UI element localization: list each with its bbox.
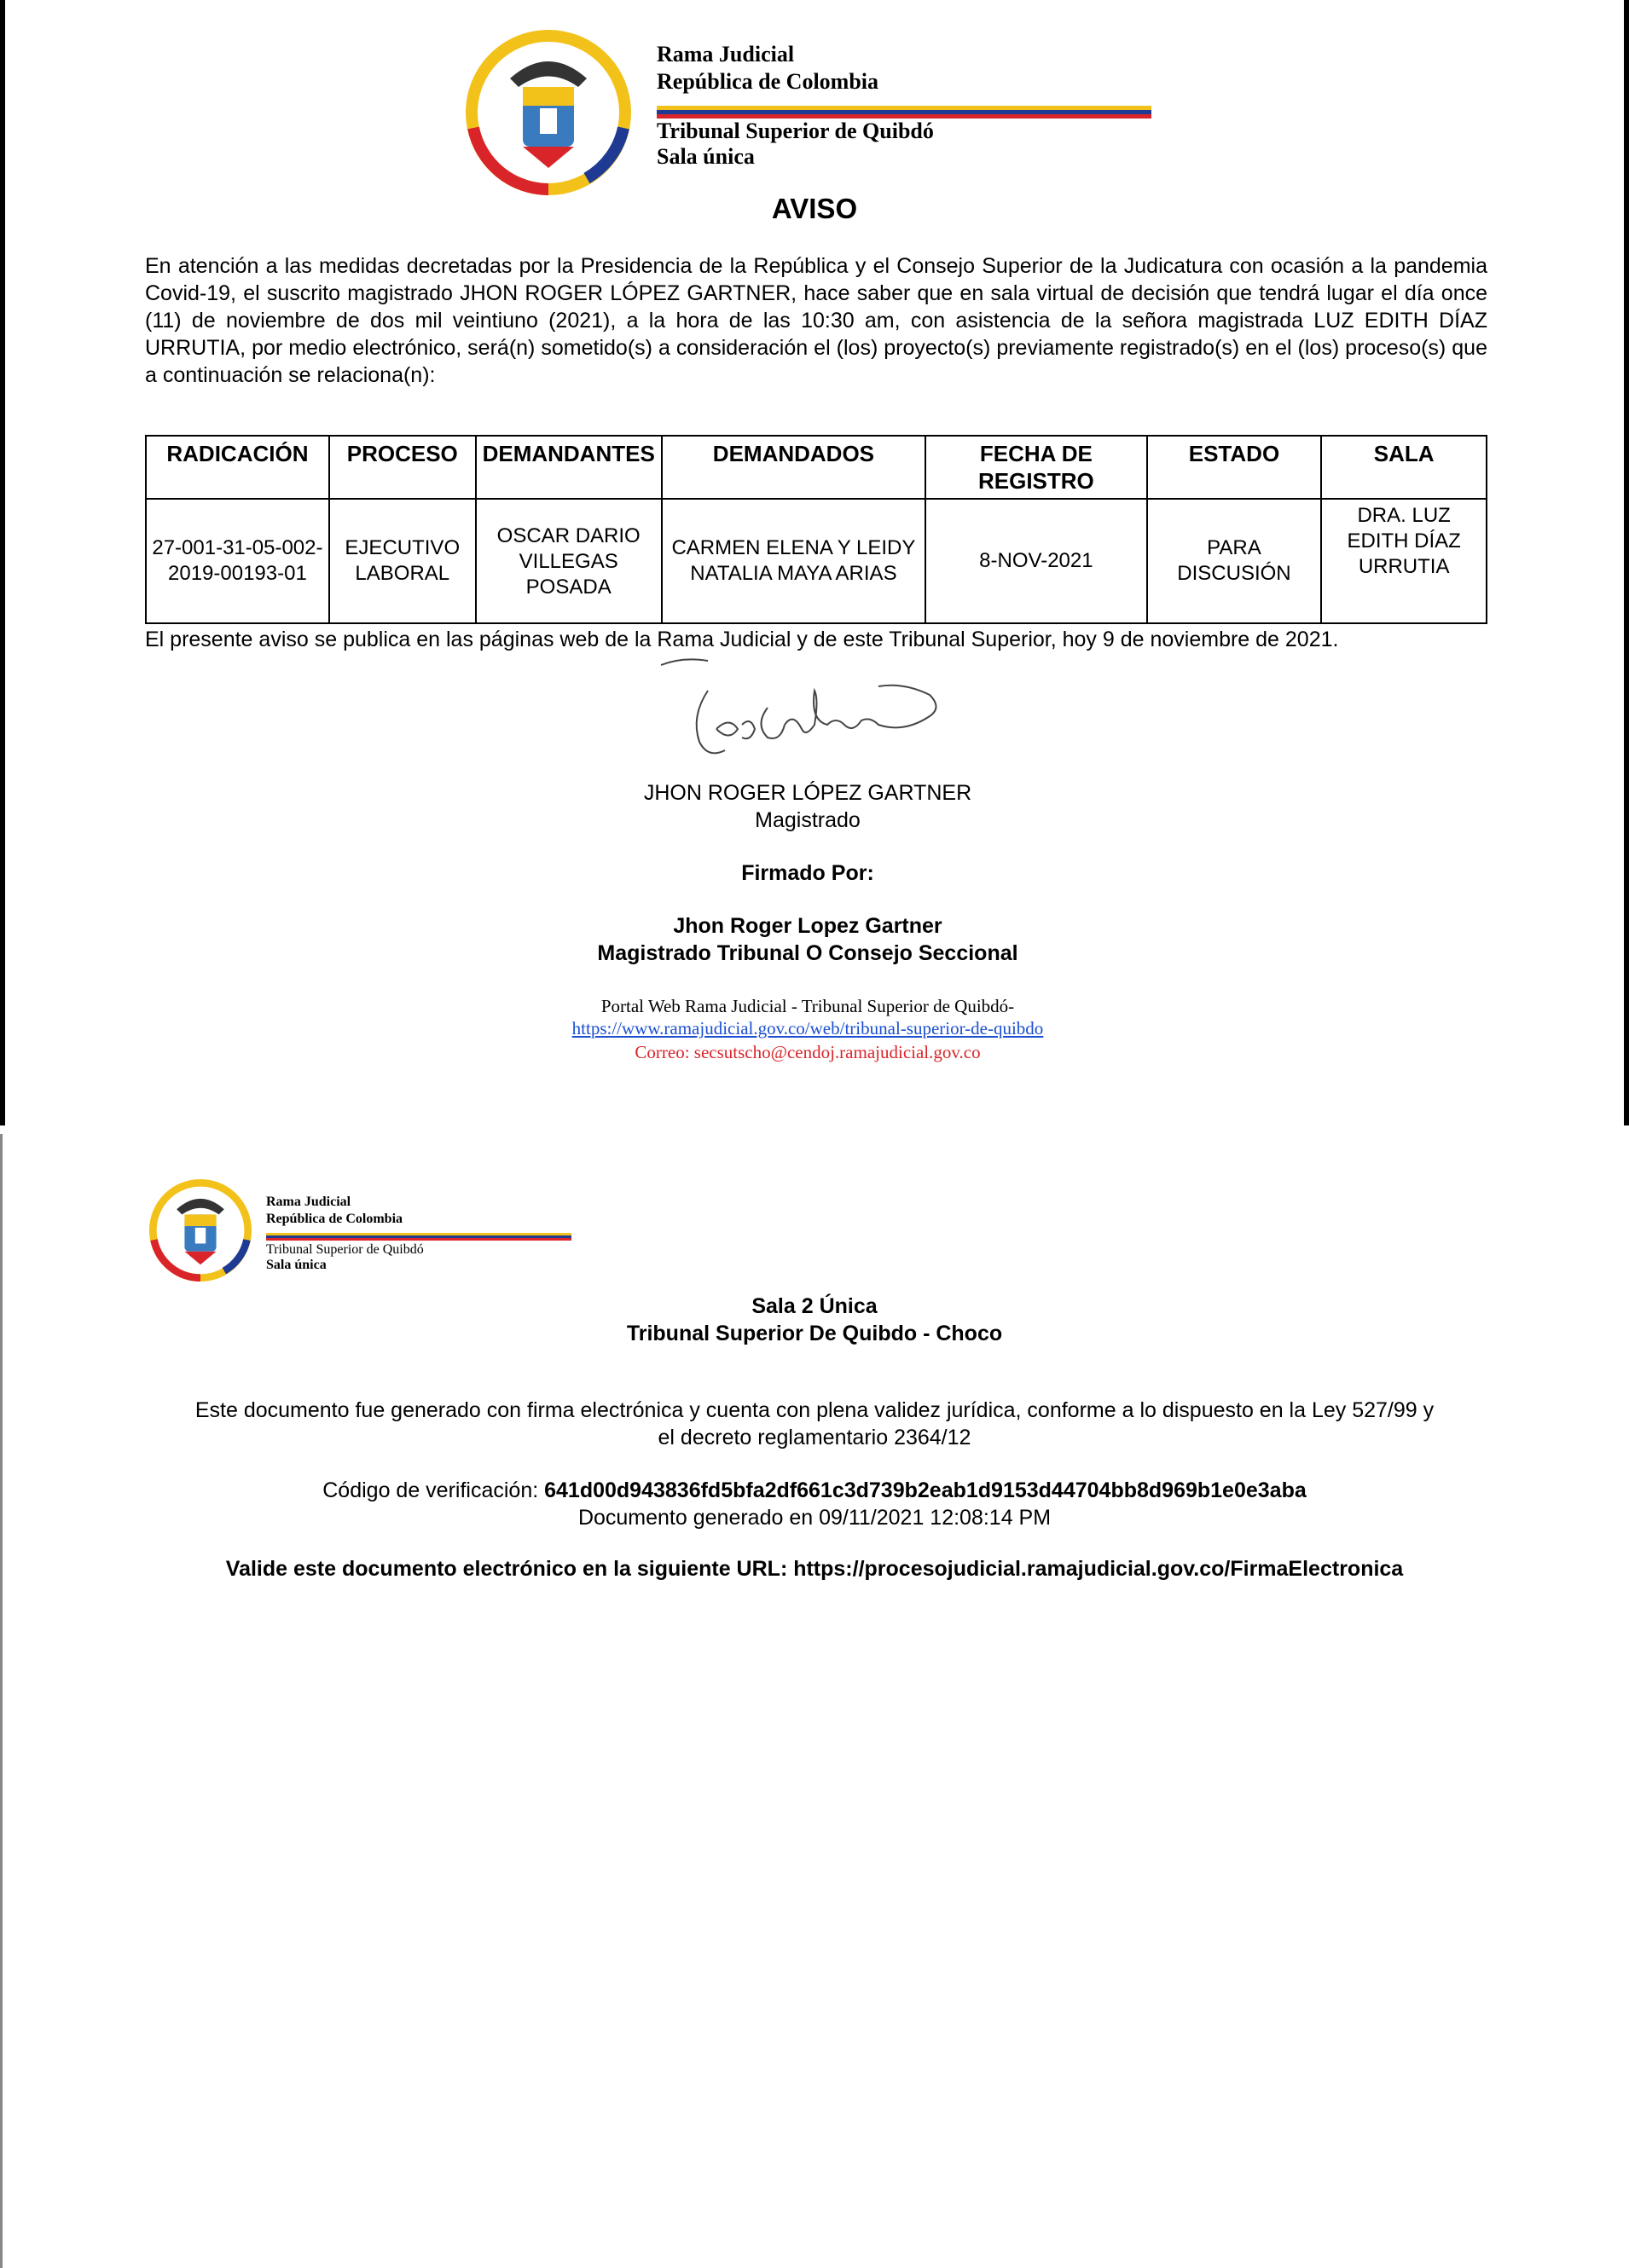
header-line4: Sala única [657, 144, 755, 169]
handwritten-signature [657, 657, 964, 776]
cell-proceso: EJECUTIVO LABORAL [329, 499, 476, 623]
cell-demandantes: OSCAR DARIO VILLEGAS POSADA [476, 499, 662, 623]
verification-code: 641d00d943836fd5bfa2df661c3d739b2eab1d9153d44704bb8d969b1e0e3aba [544, 1478, 1307, 1502]
footer-url-link[interactable]: https://www.ramajudicial.gov.co/web/tribunal-superior-de-quibdo [571, 1018, 1044, 1039]
header-line2: República de Colombia [657, 69, 879, 94]
signature-name: JHON ROGER LÓPEZ GARTNER [643, 781, 972, 805]
body-paragraph: En atención a las medidas decretadas por la Presidencia de la República y el Consejo Superior de la Judicatura con ocasión a la pandemia Covid-19, el suscrito magistrado JHON ROGER LÓPEZ GARTNER, hace saber que en sala virtual de decisión que tendrá lugar el día once (11) de noviembre de dos mil veintiuno (2021), a la hora de las 10:30 am, con asistencia de la señora magistrada LUZ EDITH DÍAZ URRUTIA, por medio electrónico, será(n) sometido(s) a consideración el (los) proyecto(s) previamente registrado(s) en el (los) proceso(s) que a continuación se relaciona(n): [145, 254, 1487, 387]
col-radicacion: RADICACIÓN [146, 436, 329, 499]
signer-title: Magistrado Tribunal O Consejo Seccional [597, 941, 1018, 965]
cell-sala: DRA. LUZ EDITH DÍAZ URRUTIA [1321, 499, 1487, 623]
p2-header-line4: Sala única [266, 1258, 327, 1272]
p2-tribunal: Tribunal Superior De Quibdo - Choco [626, 1322, 1003, 1345]
publication-note: El presente aviso se publica en las páginas web de la Rama Judicial y de este Tribunal Superior, hoy 9 de noviembre de 2021. [145, 628, 1339, 651]
col-demandados: DEMANDADOS [662, 436, 925, 499]
page1-right-edge [1624, 0, 1629, 1125]
cell-fecha: 8-NOV-2021 [925, 499, 1146, 623]
p2-validity-line2: el decreto reglamentario 2364/12 [658, 1426, 971, 1449]
col-fecha-registro: FECHA DE REGISTRO [925, 436, 1146, 499]
p2-verification [0, 1478, 1629, 1503]
p2-header-line2: República de Colombia [266, 1212, 403, 1226]
p2-validity-line1: Este documento fue generado con firma electrónica y cuenta con plena validez jurídica, conforme a lo dispuesto en la Ley 527/99 y [194, 1398, 1435, 1422]
table-row [146, 499, 1487, 623]
rama-judicial-logo-small [145, 1175, 256, 1286]
cell-demandados: CARMEN ELENA Y LEIDY NATALIA MAYA ARIAS [662, 499, 925, 623]
table-header-row [146, 436, 1487, 499]
p2-header-line1: Rama Judicial [266, 1195, 351, 1209]
col-proceso: PROCESO [329, 436, 476, 499]
col-demandantes: DEMANDANTES [476, 436, 662, 499]
footer-portal: Portal Web Rama Judicial - Tribunal Superior de Quibdó- [600, 996, 1015, 1016]
signer-name: Jhon Roger Lopez Gartner [673, 914, 942, 938]
p2-generated: Documento generado en 09/11/2021 12:08:14 PM [577, 1506, 1052, 1530]
p2-header-line3: Tribunal Superior de Quibdó [266, 1242, 424, 1257]
cell-radicacion: 27-001-31-05-002-2019-00193-01 [146, 499, 329, 623]
rama-judicial-logo [459, 27, 638, 198]
signature-role: Magistrado [755, 808, 861, 832]
p2-sala: Sala 2 Única [751, 1294, 878, 1318]
signed-by-label: Firmado Por: [741, 861, 874, 885]
p2-validate-line: Valide este documento electrónico en la siguiente URL: https://procesojudicial.ramajudicial.gov.co/FirmaElectronica [225, 1557, 1404, 1581]
header-line3: Tribunal Superior de Quibdó [657, 119, 934, 143]
cell-estado: PARA DISCUSIÓN [1147, 499, 1322, 623]
header-line1: Rama Judicial [657, 42, 795, 67]
col-estado: ESTADO [1147, 436, 1322, 499]
verification-label: Código de verificación: [322, 1478, 539, 1502]
process-table [145, 435, 1487, 624]
document-title: AVISO [771, 193, 858, 224]
col-sala: SALA [1321, 436, 1487, 499]
footer-email: Correo: secsutscho@cendoj.ramajudicial.gov.co [635, 1042, 981, 1062]
